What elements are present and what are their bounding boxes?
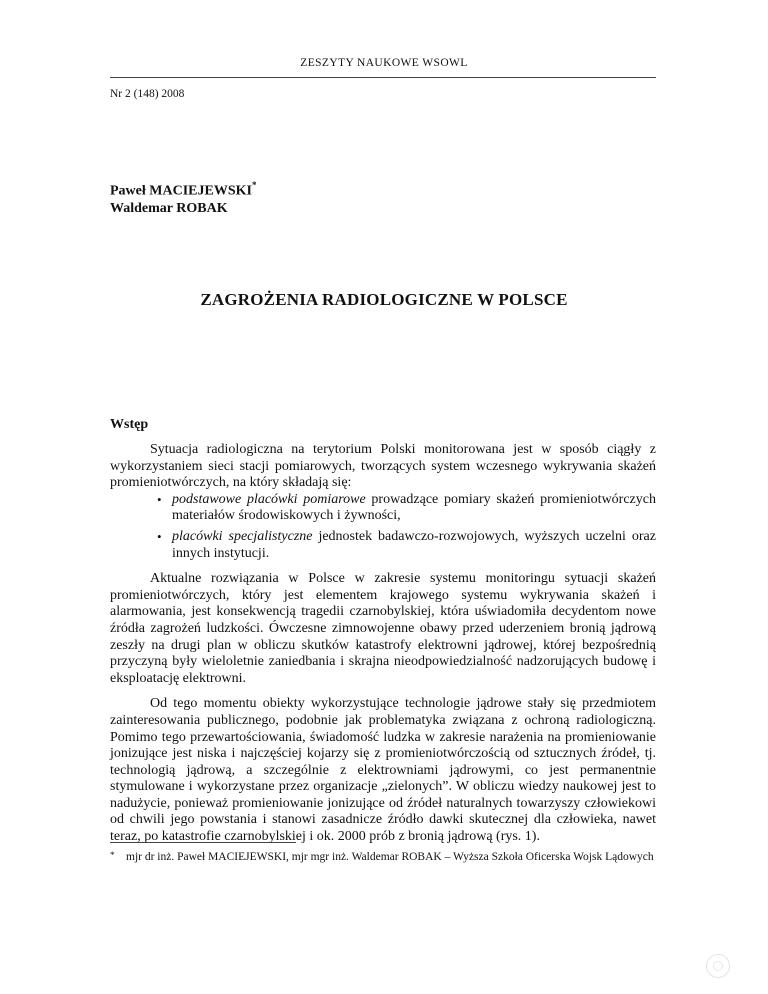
body-paragraph: Od tego momentu obiekty wykorzystujące technologie jądrowe stały się przedmiotem zainteresowania publicznego, podobnie jak problematyka związana z ochroną radiologiczną. Pomimo tego przewartościowania, świadomość ludzka w zakresie narażenia na promieniowanie jonizujące jest niska i najczęściej kojarzy się z promieniotwórczością od sztucznych źródeł, tj. technologią jądrową, a szczególnie z elektrowniami jądrowymi, co jest permanentnie stymulowane i wykorzystane przez organizacje „zielonych”. W obliczu wiedzy naukowej jest to nadużycie, ponieważ promieniowanie jonizujące od źródeł naturalnych towarzyszy człowiekowi od chwili jego powstania i stanowi zasadnicze źródło dawki skutecznej dla człowieka, nawet teraz, po katastrofie czarnobylskiej i ok. 2000 prób z bronią jądrową (rys. 1). — [110, 696, 656, 845]
author-2: Waldemar ROBAK — [110, 200, 228, 216]
author-list — [110, 178, 256, 217]
bullet-text: jednostek badawczo-rozwojowych, wyższych uczelni oraz innych instytucji. — [172, 528, 656, 561]
list-item — [110, 529, 656, 562]
author-footnote-mark: * — [251, 180, 257, 190]
header-divider — [110, 77, 656, 78]
issue-number: Nr 2 (148) 2008 — [110, 88, 185, 100]
footnote-text: mjr dr inż. Paweł MACIEJEWSKI, mjr mgr inż. Waldemar ROBAK – Wyższa Szkoła Oficerska Wojsk Lądowych — [126, 851, 654, 863]
bullet-emphasis: podstawowe placówki pomiarowe — [172, 491, 366, 507]
bullet-text: prowadzące pomiary skażeń promieniotwórczych materiałów środowiskowych i żywności, — [172, 491, 656, 524]
footnote-mark: * — [110, 850, 115, 860]
article-title: ZAGROŻENIA RADIOLOGICZNE W POLSCE — [200, 290, 568, 309]
journal-header: ZESZYTY NAUKOWE WSOWL — [300, 57, 468, 69]
author-1 — [110, 178, 256, 200]
body-paragraph: Aktualne rozwiązania w Polsce w zakresie systemu monitoringu sytuacji skażeń promieniotwórczych, który jest elementem krajowego systemu wykrywania skażeń i alarmowania, jest konsekwencją tragedii czarnobylskiej, która uświadomiła decydentom nowe źródła zagrożeń ludzkości. Ówczesne zimnowojenne obawy przed uderzeniem bronią jądrową zeszły na drugi plan w obliczu skutków katastrofy elektrowni jądrowej, której bezpośrednią przyczyną były wieloletnie zaniedbania i skrajna nieodpowiedzialność nadzorujących budowę i eksploatację elektrowni. — [110, 571, 656, 686]
author-1-name: Paweł MACIEJEWSKI — [110, 183, 252, 199]
watermark-logo — [706, 954, 730, 978]
article-body — [110, 442, 656, 846]
intro-paragraph: Sytuacja radiologiczna na terytorium Polski monitorowana jest w sposób ciągły z wykorzystaniem sieci stacji pomiarowych, tworzących system wczesnego wykrywania skażeń promieniotwórczych, na który składają się: — [110, 442, 656, 491]
footnote — [110, 850, 656, 865]
bullet-emphasis: placówki specjalistyczne — [172, 528, 313, 544]
bullet-list — [110, 492, 656, 562]
list-item — [110, 492, 656, 525]
section-heading: Wstęp — [110, 417, 149, 432]
footnote-divider — [110, 842, 296, 843]
